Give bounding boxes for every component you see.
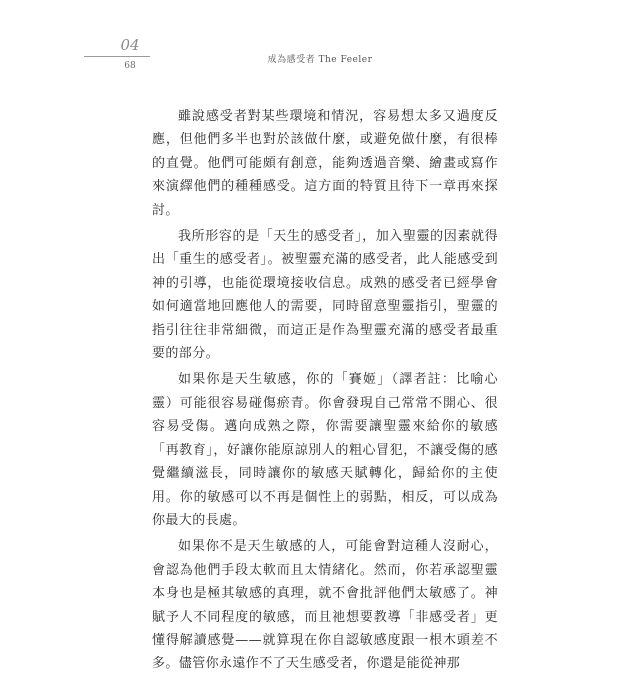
page-number: 68 — [124, 61, 136, 71]
chapter-number: 04 — [120, 36, 140, 54]
paragraph: 雖說感受者對某些環境和情況，容易想太多又過度反應，但他們多半也對於該做什麼，或避免做什麼，有很棒的直覺。他們可能頗有創意，能夠透過音樂、繪畫或寫作來演繹他們的種種感受。這方面的特質且待下一章再來探討。 — [152, 109, 498, 218]
running-head: 成為感受者 The Feeler — [267, 55, 373, 65]
body-text — [152, 105, 498, 679]
paragraph: 我所形容的是「天生的感受者」，加入聖靈的因素就得出「重生的感受者」。被聖靈充滿的感受者，此人能感受到神的引導，也能從環境接收信息。成熟的感受者已經學會如何適當地回應他人的需要，同時留意聖靈指引，聖靈的指引往往非常細微，而這正是作為聖靈充滿的感受者最重要的部分。 — [152, 229, 498, 362]
paragraph: 如果你不是天生敏感的人，可能會對這種人沒耐心，會認為他們手段太軟而且太情緒化。然而，你若承認聖靈本身也是極其敏感的真理，就不會批評他們太敏感了。神賦予人不同程度的敏感，而且祂想要教導「非感受者」更懂得解讀感覺——就算現在你自認敏感度跟一根木頭差不多。儘管你永遠作不了天生感受者，你還是能從神那 — [152, 539, 498, 672]
paragraph: 如果你是天生敏感，你的「賽姬」（譯者註：比喻心靈）可能很容易碰傷瘀青。你會發現自己常常不開心、很容易受傷。邁向成熟之際，你需要讓聖靈來給你的敏感「再教育」，好讓你能原諒別人的粗心冒犯，不讓受傷的感覺繼續滋長，同時讓你的敏感天賦轉化，歸給你的主使用。你的敏感可以不再是個性上的弱點，相反，可以成為你最大的長處。 — [152, 372, 498, 528]
